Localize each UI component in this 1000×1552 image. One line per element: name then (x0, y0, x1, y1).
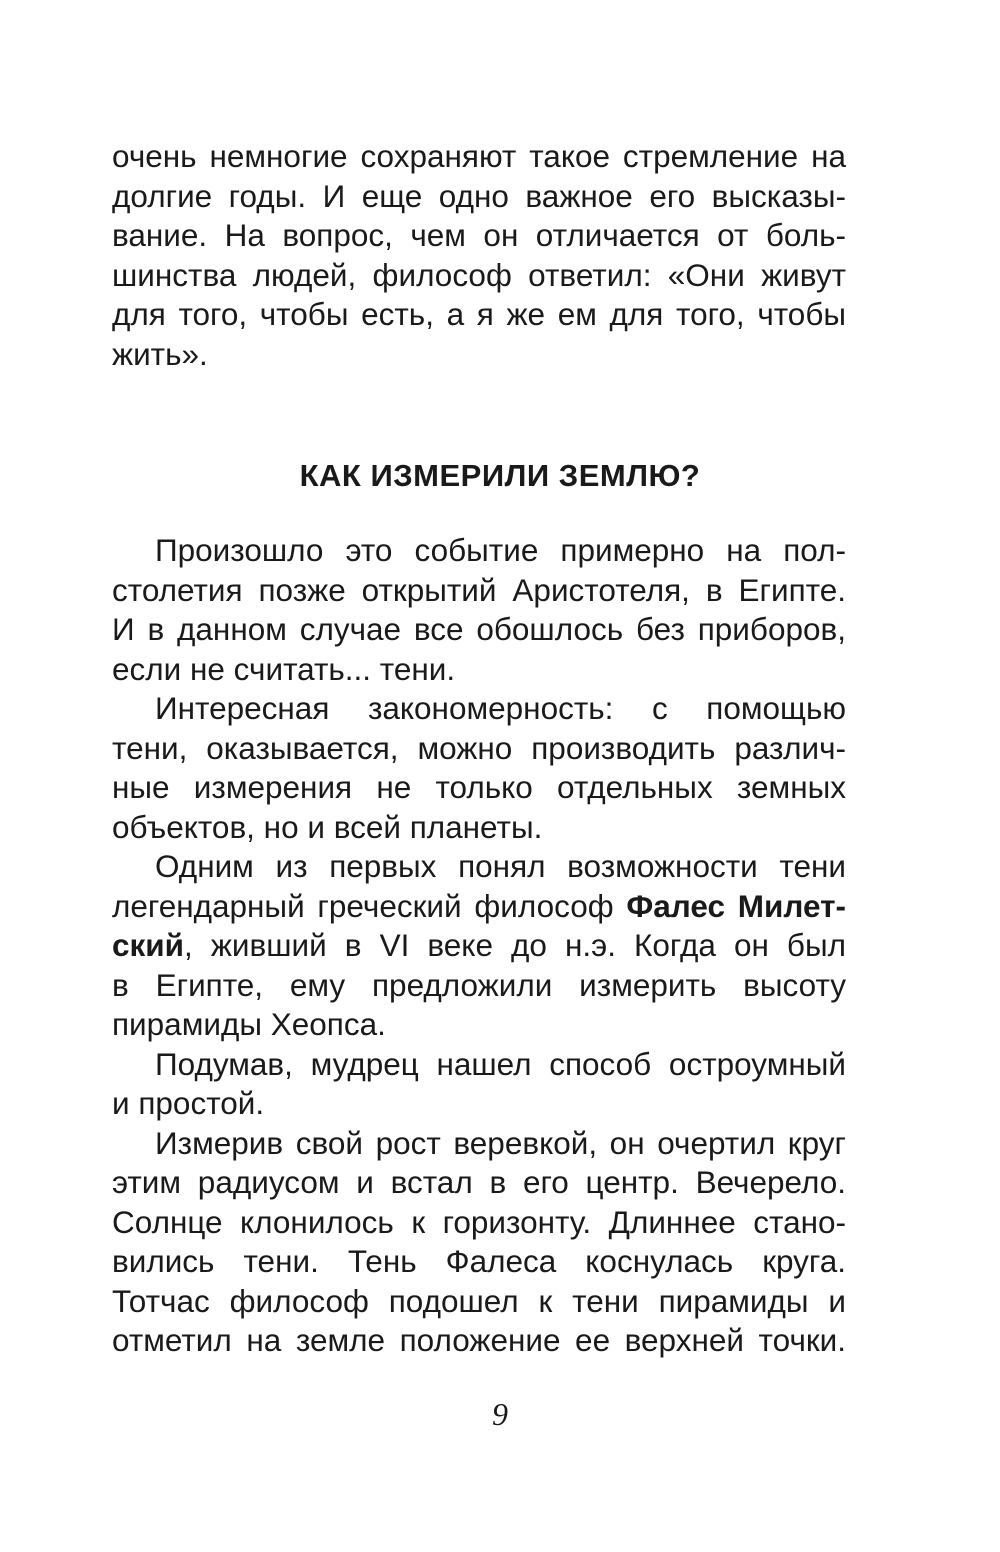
name-bold-part-2: ский (112, 927, 185, 963)
p5-line-5: Тотчас философ подошел к тени пирамиды и (112, 1283, 846, 1319)
name-bold-part-1: Фалес Милет- (626, 888, 846, 924)
p3-line-5: пирамиды Хеопса. (112, 1006, 386, 1042)
p5-line-3: Солнце клонилось к горизонту. Длиннее стано- (112, 1204, 846, 1240)
intro-line-2: долгие годы. И еще одно важное его высказы- (112, 178, 846, 214)
intro-line-4: шинства людей, философ ответил: «Они живут (112, 257, 846, 293)
section-heading: КАК ИЗМЕРИЛИ ЗЕМЛЮ? (299, 458, 701, 493)
intro-line-6: жить». (112, 336, 208, 372)
p4-line-2: и простой. (112, 1085, 265, 1121)
p3-line-3 (112, 925, 846, 965)
p5-line-6: отметил на земле положение ее верхней точки. (112, 1322, 846, 1358)
p3-line-1: Одним из первых понял возможности тени (155, 848, 846, 884)
p1-line-2: столетия позже открытий Аристотеля, в Египте. (112, 572, 846, 608)
p5-line-1: Измерив свой рост веревкой, он очертил круг (155, 1125, 846, 1161)
p3-line-3-rest: , живший в VI веке до н.э. Когда он был (184, 927, 846, 963)
p2-line-4: объектов, но и всей планеты. (112, 809, 543, 845)
p2-line-3: ные измерения не только отдельных земных (112, 769, 846, 805)
p2-line-1: Интересная закономерность: с помощью (155, 690, 846, 726)
page-number: 9 (492, 1396, 508, 1432)
p4-line-1: Подумав, мудрец нашел способ остроумный (155, 1046, 846, 1082)
p5-line-2: этим радиусом и встал в его центр. Вечерело. (112, 1164, 846, 1200)
p1-line-4: если не считать... тени. (112, 651, 456, 687)
intro-line-5: для того, чтобы есть, а я же ем для того, чтобы (112, 296, 846, 332)
p3-line-2-text: легендарный греческий философ (112, 888, 627, 924)
p2-line-2: тени, оказывается, можно производить различ- (112, 730, 846, 766)
p5-line-4: вились тени. Тень Фалеса коснулась круга. (112, 1243, 846, 1279)
p1-line-3: И в данном случае все обошлось без приборов, (112, 611, 846, 647)
p3-line-2 (112, 886, 846, 926)
intro-line-3: вание. На вопрос, чем он отличается от боль- (112, 217, 846, 253)
p1-line-1: Произошло это событие примерно на пол- (155, 532, 846, 568)
p3-line-4: в Египте, ему предложили измерить высоту (112, 967, 846, 1003)
intro-line-1: очень немногие сохраняют такое стремление на (112, 138, 846, 174)
